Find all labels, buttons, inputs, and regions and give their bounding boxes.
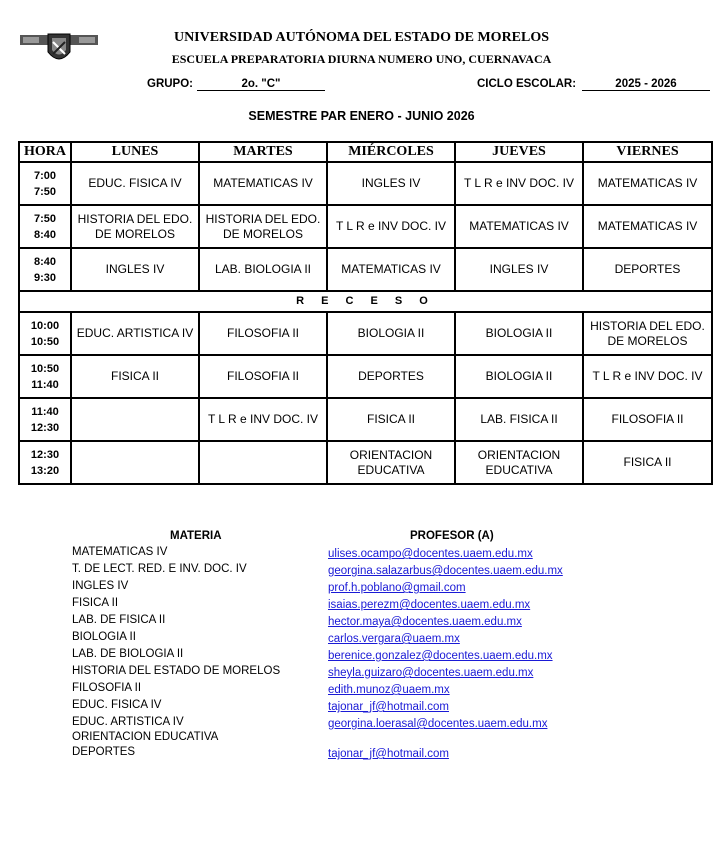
- time-cell: [19, 162, 71, 205]
- teacher-email-link[interactable]: tajonar_jf@hotmail.com: [328, 748, 449, 760]
- legend-row: [70, 631, 590, 648]
- schedule-row: [19, 162, 712, 205]
- teacher-email-link[interactable]: prof.h.poblano@gmail.com: [328, 582, 466, 594]
- class-cell: HISTORIA DEL EDO. DE MORELOS: [71, 205, 199, 248]
- teacher-email-link[interactable]: edith.munoz@uaem.mx: [328, 684, 450, 696]
- column-header-miercoles: MIÉRCOLES: [327, 142, 455, 162]
- legend-row: [70, 682, 590, 699]
- schedule-row: [19, 205, 712, 248]
- legend-subject: EDUC. FISICA IV: [72, 699, 162, 711]
- class-cell: FILOSOFIA II: [199, 355, 327, 398]
- legend-subject: HISTORIA DEL ESTADO DE MORELOS: [72, 665, 281, 677]
- class-cell: T L R e INV DOC. IV: [199, 398, 327, 441]
- legend-teacher-header: PROFESOR (A): [410, 530, 494, 542]
- semester-title: SEMESTRE PAR ENERO - JUNIO 2026: [248, 109, 475, 123]
- class-cell: INGLES IV: [327, 162, 455, 205]
- class-cell: T L R e INV DOC. IV: [327, 205, 455, 248]
- legend-subject: LAB. DE BIOLOGIA II: [72, 648, 184, 660]
- legend-row: [70, 648, 590, 665]
- time-start: 11:40: [31, 405, 59, 418]
- time-end: 11:40: [31, 378, 59, 391]
- class-cell: DEPORTES: [583, 248, 712, 291]
- class-cell: INGLES IV: [455, 248, 583, 291]
- schedule-row: [19, 355, 712, 398]
- legend-subject-header: MATERIA: [170, 530, 222, 542]
- column-header-jueves: JUEVES: [455, 142, 583, 162]
- class-cell: MATEMATICAS IV: [583, 205, 712, 248]
- legend-subject: INGLES IV: [72, 580, 129, 592]
- time-cell: [19, 355, 71, 398]
- grupo-value: 2o. "C": [197, 78, 325, 91]
- time-start: 10:50: [30, 362, 60, 375]
- time-end: 12:30: [30, 421, 60, 434]
- class-cell: [199, 441, 327, 484]
- legend-subject: DEPORTES: [72, 746, 136, 758]
- class-cell: DEPORTES: [327, 355, 455, 398]
- schedule-table: [18, 141, 713, 485]
- class-cell: FISICA II: [71, 355, 199, 398]
- column-header-hora: HORA: [19, 142, 71, 162]
- recess-row: [19, 291, 712, 312]
- class-cell: LAB. FISICA II: [455, 398, 583, 441]
- class-cell: FISICA II: [327, 398, 455, 441]
- schedule-row: [19, 441, 712, 484]
- teacher-email-link[interactable]: ulises.ocampo@docentes.uaem.edu.mx: [328, 548, 533, 560]
- legend-subject: T. DE LECT. RED. E INV. DOC. IV: [72, 563, 247, 575]
- class-cell: LAB. BIOLOGIA II: [199, 248, 327, 291]
- school-title: ESCUELA PREPARATORIA DIURNA NUMERO UNO, CUERNAVACA: [171, 52, 552, 66]
- teacher-email-link[interactable]: isaias.perezm@docentes.uaem.edu.mx: [328, 599, 531, 611]
- teacher-email-link[interactable]: hector.maya@docentes.uaem.edu.mx: [328, 616, 522, 628]
- legend-row: [70, 614, 590, 631]
- class-cell: FILOSOFIA II: [583, 398, 712, 441]
- class-cell: [71, 441, 199, 484]
- class-cell: EDUC. FISICA IV: [71, 162, 199, 205]
- legend-subject: FILOSOFIA II: [72, 682, 142, 694]
- class-cell: ORIENTACION EDUCATIVA: [455, 441, 583, 484]
- time-end: 13:20: [30, 464, 60, 477]
- schedule-row: [19, 398, 712, 441]
- time-end: 7:50: [33, 185, 57, 198]
- class-cell: BIOLOGIA II: [455, 355, 583, 398]
- time-end: 8:40: [33, 228, 57, 241]
- legend-subject: MATEMATICAS IV: [72, 546, 168, 558]
- class-cell: ORIENTACION EDUCATIVA: [327, 441, 455, 484]
- class-cell: EDUC. ARTISTICA IV: [71, 312, 199, 355]
- teacher-email-link[interactable]: georgina.loerasal@docentes.uaem.edu.mx: [328, 718, 548, 730]
- legend-row: [70, 746, 590, 763]
- schedule-row: [19, 248, 712, 291]
- legend-row: [70, 665, 590, 682]
- teacher-email-link[interactable]: tajonar_jf@hotmail.com: [328, 701, 449, 713]
- university-title: UNIVERSIDAD AUTÓNOMA DEL ESTADO DE MORELOS: [173, 30, 550, 45]
- class-cell: INGLES IV: [71, 248, 199, 291]
- teacher-email-link[interactable]: berenice.gonzalez@docentes.uaem.edu.mx: [328, 650, 553, 662]
- class-cell: T L R e INV DOC. IV: [455, 162, 583, 205]
- class-cell: BIOLOGIA II: [327, 312, 455, 355]
- legend-row: [70, 563, 590, 580]
- recess-label: R E C E S O: [19, 291, 712, 312]
- time-start: 10:00: [30, 319, 60, 332]
- schedule-header-row: [19, 142, 712, 162]
- time-start: 8:40: [33, 255, 57, 268]
- time-end: 10:50: [30, 335, 60, 348]
- class-cell: HISTORIA DEL EDO. DE MORELOS: [199, 205, 327, 248]
- ciclo-value: 2025 - 2026: [582, 78, 710, 91]
- teacher-email-link[interactable]: georgina.salazarbus@docentes.uaem.edu.mx: [328, 565, 563, 577]
- time-cell: [19, 441, 71, 484]
- teacher-email-link[interactable]: carlos.vergara@uaem.mx: [328, 633, 460, 645]
- class-cell: BIOLOGIA II: [455, 312, 583, 355]
- time-cell: [19, 398, 71, 441]
- time-cell: [19, 312, 71, 355]
- legend-subject: EDUC. ARTISTICA IV: [72, 716, 184, 728]
- time-end: 9:30: [33, 271, 57, 284]
- class-cell: MATEMATICAS IV: [455, 205, 583, 248]
- legend-subject: LAB. DE FISICA II: [72, 614, 166, 626]
- legend-row: [70, 546, 590, 563]
- class-cell: [71, 398, 199, 441]
- class-cell: HISTORIA DEL EDO. DE MORELOS: [583, 312, 712, 355]
- class-cell: MATEMATICAS IV: [583, 162, 712, 205]
- column-header-viernes: VIERNES: [583, 142, 712, 162]
- legend-row: [70, 597, 590, 614]
- teacher-email-link[interactable]: sheyla.guizaro@docentes.uaem.edu.mx: [328, 667, 534, 679]
- time-start: 7:00: [33, 169, 57, 182]
- time-start: 12:30: [30, 448, 60, 461]
- legend-row: [70, 699, 590, 716]
- class-cell: MATEMATICAS IV: [199, 162, 327, 205]
- class-cell: FISICA II: [583, 441, 712, 484]
- class-cell: MATEMATICAS IV: [327, 248, 455, 291]
- column-header-lunes: LUNES: [71, 142, 199, 162]
- legend-subject: BIOLOGIA II: [72, 631, 136, 643]
- time-cell: [19, 205, 71, 248]
- column-header-martes: MARTES: [199, 142, 327, 162]
- ciclo-label: CICLO ESCOLAR:: [477, 78, 577, 90]
- time-start: 7:50: [33, 212, 57, 225]
- legend-subject: FISICA II: [72, 597, 119, 609]
- grupo-label: GRUPO:: [147, 78, 193, 90]
- schedule-row: [19, 312, 712, 355]
- legend-row: [70, 580, 590, 597]
- legend-subject: ORIENTACION EDUCATIVA: [72, 731, 219, 743]
- time-cell: [19, 248, 71, 291]
- class-cell: T L R e INV DOC. IV: [583, 355, 712, 398]
- class-cell: FILOSOFIA II: [199, 312, 327, 355]
